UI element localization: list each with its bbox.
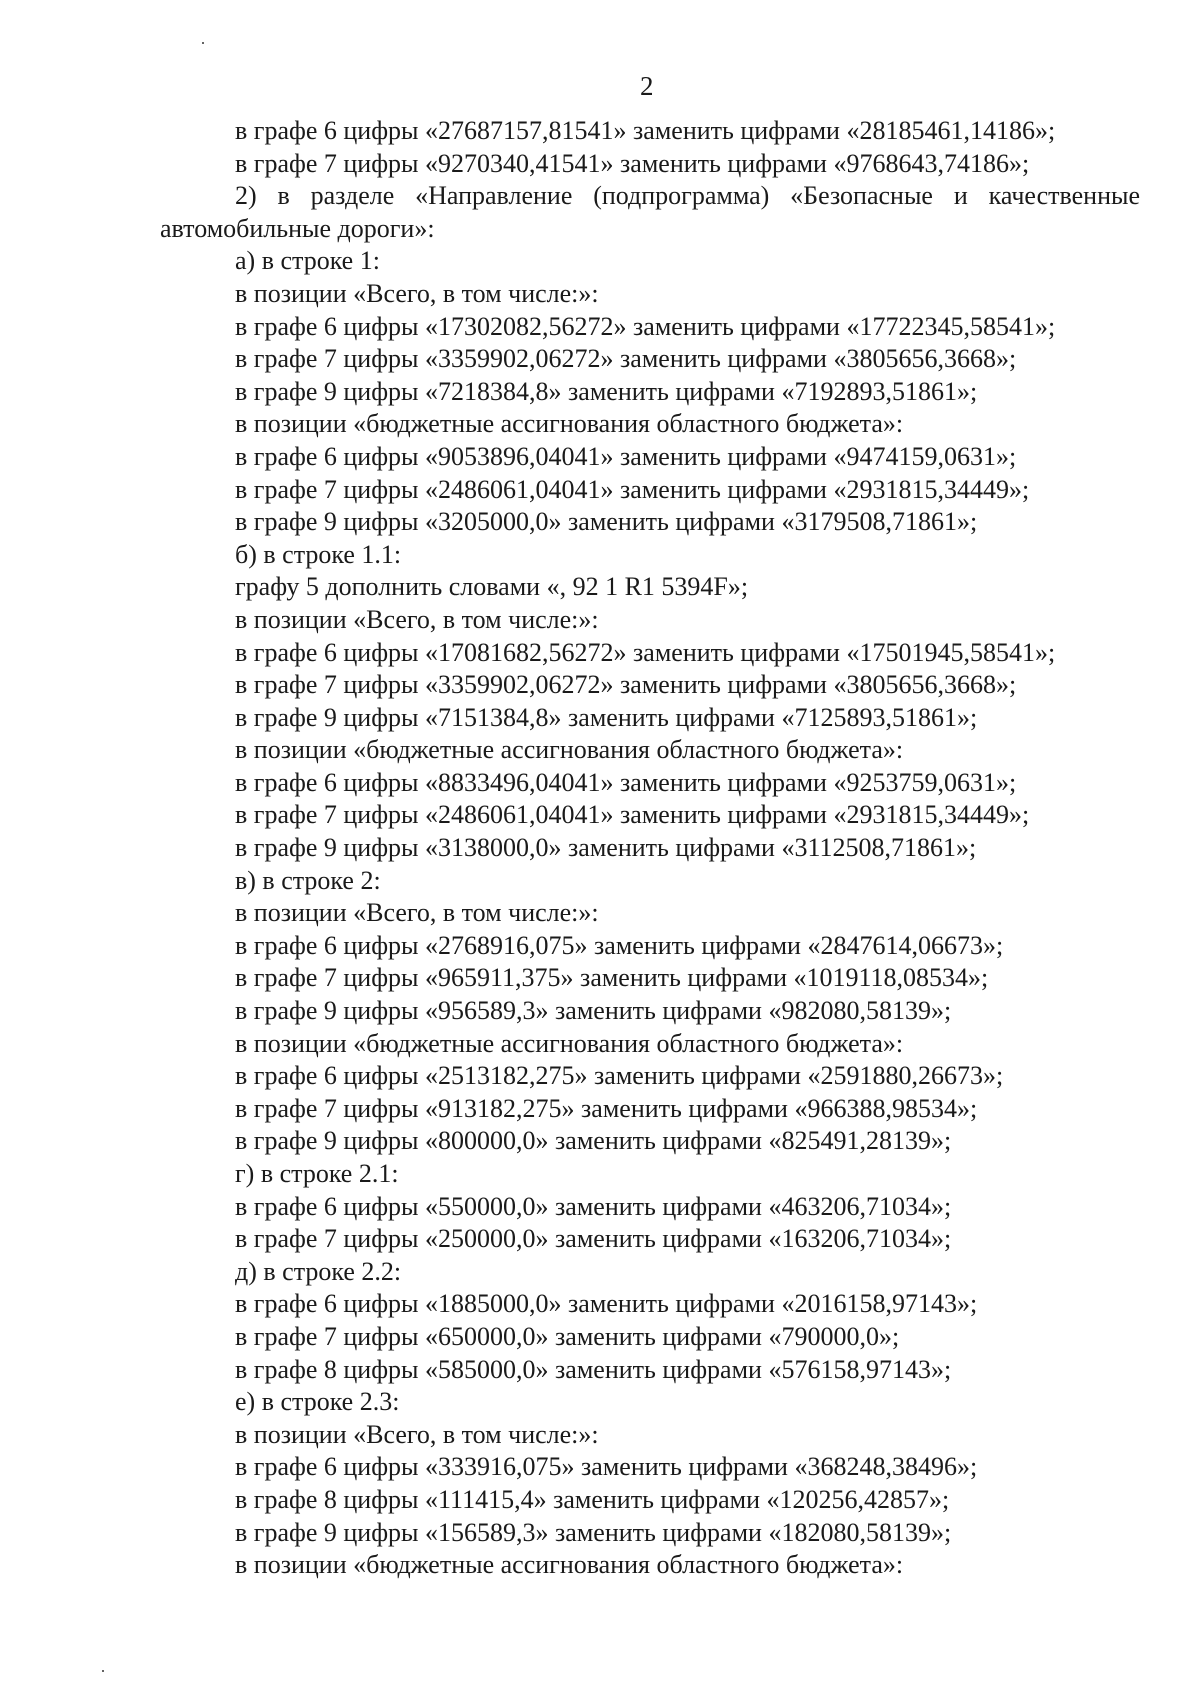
document-line: в графе 8 цифры «111415,4» заменить цифрами «120256,42857»; (235, 1484, 950, 1514)
document-line: в графе 6 цифры «333916,075» заменить цифрами «368248,38496»; (235, 1452, 978, 1482)
document-line: в графе 7 цифры «913182,275» заменить цифрами «966388,98534»; (235, 1093, 978, 1123)
document-line: в графе 9 цифры «3138000,0» заменить цифрами «3112508,71861»; (235, 833, 977, 863)
document-line: в графе 6 цифры «17081682,56272» заменить цифрами «17501945,58541»; (235, 637, 1056, 667)
document-line: а) в строке 1: (235, 246, 380, 276)
document-line: в графе 7 цифры «650000,0» заменить цифрами «790000,0»; (235, 1321, 900, 1351)
document-line: автомобильные дороги»: (160, 213, 435, 243)
document-line: в графе 6 цифры «2513182,275» заменить цифрами «2591880,26673»; (235, 1061, 1004, 1091)
document-line: в графе 7 цифры «965911,375» заменить цифрами «1019118,08534»; (235, 963, 989, 993)
document-line: в позиции «Всего, в том числе:»: (235, 1419, 599, 1449)
document-line: в графе 9 цифры «7218384,8» заменить цифрами «7192893,51861»; (235, 376, 978, 406)
document-line: е) в строке 2.3: (235, 1387, 400, 1417)
document-line: в позиции «Всего, в том числе:»: (235, 898, 599, 928)
document-line: в графе 6 цифры «1885000,0» заменить цифрами «2016158,97143»; (235, 1289, 978, 1319)
document-line: в графе 7 цифры «3359902,06272» заменить цифрами «3805656,3668»; (235, 670, 1017, 700)
document-line: в графе 6 цифры «17302082,56272» заменить цифрами «17722345,58541»; (235, 311, 1056, 341)
document-line: б) в строке 1.1: (235, 539, 402, 569)
document-line: в графе 7 цифры «9270340,41541» заменить цифрами «9768643,74186»; (235, 148, 1030, 178)
document-line: в) в строке 2: (235, 865, 381, 895)
document-line: в графе 6 цифры «550000,0» заменить цифрами «463206,71034»; (235, 1191, 952, 1221)
document-line: в графе 6 цифры «9053896,04041» заменить цифрами «9474159,0631»; (235, 441, 1017, 471)
document-line: 2) в разделе «Направление (подпрограмма) «Безопасные и качественные (235, 181, 1140, 211)
document-line: д) в строке 2.2: (235, 1256, 402, 1286)
document-line: в графе 7 цифры «2486061,04041» заменить цифрами «2931815,34449»; (235, 800, 1030, 830)
document-line: в графе 9 цифры «800000,0» заменить цифрами «825491,28139»; (235, 1126, 952, 1156)
document-line: в позиции «Всего, в том числе:»: (235, 604, 599, 634)
document-line: в позиции «бюджетные ассигнования областного бюджета»: (235, 1550, 904, 1580)
document-line: в позиции «бюджетные ассигнования областного бюджета»: (235, 409, 904, 439)
document-line: в графе 6 цифры «27687157,81541» заменить цифрами «28185461,14186»; (235, 116, 1056, 145)
document-line: в позиции «бюджетные ассигнования областного бюджета»: (235, 735, 904, 765)
document-line: в графе 7 цифры «3359902,06272» заменить цифрами «3805656,3668»; (235, 344, 1017, 374)
document-line: в графе 8 цифры «585000,0» заменить цифрами «576158,97143»; (235, 1354, 952, 1384)
document-line: в графе 7 цифры «2486061,04041» заменить цифрами «2931815,34449»; (235, 474, 1030, 504)
document-line: в графе 6 цифры «2768916,075» заменить цифрами «2847614,06673»; (235, 930, 1004, 960)
document-line: в графе 9 цифры «3205000,0» заменить цифрами «3179508,71861»; (235, 507, 978, 537)
document-body (160, 115, 1140, 1582)
document-line: в графе 7 цифры «250000,0» заменить цифрами «163206,71034»; (235, 1224, 952, 1254)
document-line: в графе 9 цифры «7151384,8» заменить цифрами «7125893,51861»; (235, 702, 978, 732)
scan-speck (202, 42, 204, 44)
document-line: графу 5 дополнить словами «, 92 1 R1 5394F»; (235, 572, 749, 602)
document-line: г) в строке 2.1: (235, 1159, 399, 1188)
scan-speck (102, 1670, 104, 1672)
page-number: 2 (640, 71, 654, 101)
document-line: в позиции «Всего, в том числе:»: (235, 278, 599, 308)
document-line: в графе 9 цифры «956589,3» заменить цифрами «982080,58139»; (235, 996, 952, 1026)
document-line: в графе 9 цифры «156589,3» заменить цифрами «182080,58139»; (235, 1517, 952, 1547)
document-line: в графе 6 цифры «8833496,04041» заменить цифрами «9253759,0631»; (235, 767, 1017, 797)
document-line: в позиции «бюджетные ассигнования областного бюджета»: (235, 1028, 904, 1058)
